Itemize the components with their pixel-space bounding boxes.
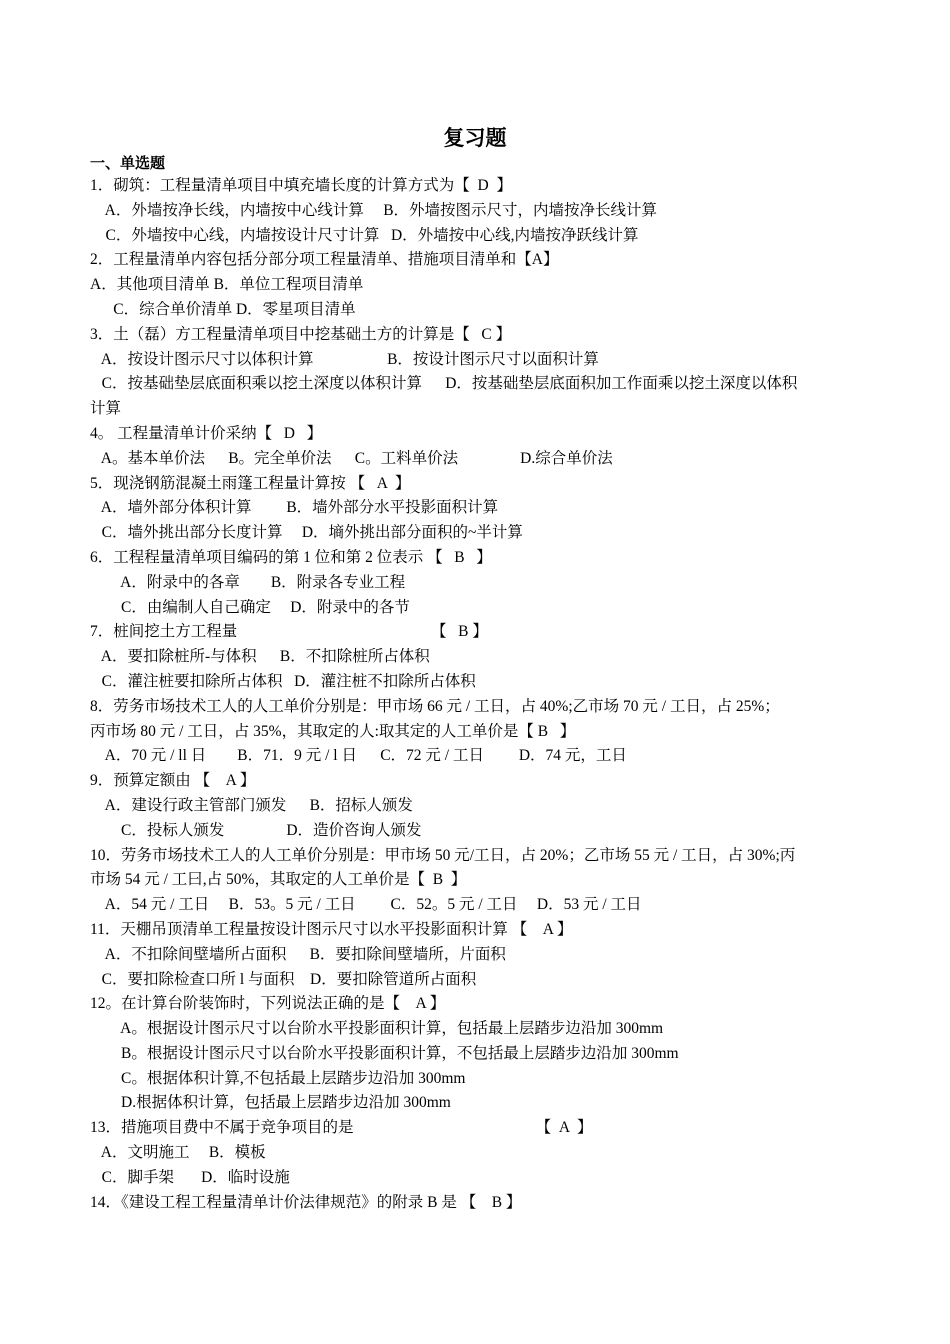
text-line: C。根据体积计算,不包括最上层踏步边沿加 300mm: [90, 1069, 466, 1087]
text-line: A．墙外部分体积计算 B．墙外部分水平投影面积计算: [90, 499, 499, 517]
text-line: A．文明施工 B．模板: [90, 1144, 266, 1162]
text-line: A。根据设计图示尺寸以台阶水平投影面积计算，包括最上层踏步边沿加 300mm: [90, 1020, 664, 1038]
text-line: C．外墙按中心线，内墙按设计尺寸计算 D．外墙按中心线,内墙按净跃线计算: [90, 226, 639, 244]
text-line: A．不扣除间壁墙所占面积 B．要扣除间壁墙所，片面积: [90, 945, 506, 963]
text-line: B。根据设计图示尺寸以台阶水平投影面积计算，不包括最上层踏步边沿加 300mm: [90, 1044, 679, 1062]
text-line: A．其他项目清单 B．单位工程项目清单: [90, 276, 364, 294]
text-line: 市场 54 元 / 工曰,占 50%，其取定的人工单价是【 B 】: [90, 871, 467, 889]
text-line: 9．预算定额由 【 A 】: [90, 772, 256, 790]
text-line: C．脚手架 D．临时设施: [90, 1168, 290, 1186]
text-line: 5．现浇钢筋混凝土雨篷工程量计算按 【 A 】: [90, 474, 411, 492]
text-line: A．54 元 / 工日 B．53。5 元 / 工日 C．52。5 元 / 工日 D．53 元 / 工日: [90, 896, 642, 914]
question-list: [90, 174, 865, 1215]
text-line: 7．桩间挖土方工程量 【 B 】: [90, 623, 488, 641]
text-line: 8．劳务市场技术工人的人工单价分别是：甲市场 66 元 / 工日，占 40%;乙市场 70 元 / 工日，占 25%；: [90, 697, 780, 715]
text-line: C．综合单价清单 D．零星项目清单: [90, 300, 356, 318]
text-line: 4。 工程量清单计价采纳【 D 】: [90, 424, 323, 442]
text-line: A．建设行政主管部门颁发 B．招标人颁发: [90, 796, 413, 814]
text-line: C．由编制人自己确定 D．附录中的各节: [90, 598, 410, 616]
text-line: A．70 元 / ll 日 B．71．9 元 / l 日 C．72 元 / 工日 D．74 元，工日: [90, 747, 627, 765]
text-line: 1．砌筑：工程量清单项目中填充墙长度的计算方式为【 D 】: [90, 177, 512, 194]
text-line: 计算: [90, 400, 122, 418]
text-line: A．按设计图示尺寸以体积计算 B．按设计图示尺寸以面积计算: [90, 350, 599, 368]
text-line: C．按基础垫层底面积乘以挖土深度以体积计算 D．按基础垫层底面积加工作面乘以挖土深度以体积: [90, 375, 798, 393]
text-line: C．投标人颁发 D．造价咨询人颁发: [90, 821, 422, 839]
text-line: C．灌注桩要扣除所占体积 D．灌注桩不扣除所占体积: [90, 672, 476, 690]
text-line: 14．《建设工程工程量清单计价法律规范》的附录 B 是 【 B 】: [90, 1193, 522, 1211]
text-line: A．要扣除桩所-与体积 B．不扣除桩所占体积: [90, 648, 430, 666]
text-line: 丙市场 80 元 / 工日，占 35%，其取定的人:取其定的人工单价是【 B 】: [90, 722, 576, 740]
text-line: C．要扣除检查口所 l 与面积 D．要扣除管道所占面积: [90, 970, 477, 988]
text-line: A．附录中的各章 B．附录各专业工程: [90, 573, 406, 591]
text-line: A．外墙按净长线，内墙按中心线计算 B．外墙按图示尺寸，内墙按净长线计算: [90, 201, 658, 219]
section-heading: 一、单选题: [90, 154, 166, 172]
text-line: C．墙外挑出部分长度计算 D．墒外挑出部分面积的~半计算: [90, 524, 523, 542]
text-line: A。基本单价法 B。完全单价法 C。工料单价法 D.综合单价法: [90, 449, 613, 467]
text-line: 3．土（磊）方工程量清单项目中挖基础土方的计算是【 C 】: [90, 325, 512, 343]
text-line: D.根据体积计算，包括最上层踏步边沿加 300mm: [90, 1094, 451, 1112]
page-title: 复习题: [443, 126, 507, 150]
text-line: 13．措施项目费中不属于竞争项目的是 【 A 】: [90, 1119, 593, 1137]
text-line: 6．工程程量清单项目编码的第 1 位和第 2 位表示 【 B 】: [90, 548, 492, 566]
text-line: 11．天棚吊顶清单工程量按设计图示尺寸以水平投影面积计算 【 A 】: [90, 920, 573, 938]
text-line: 12。在计算台阶装饰时，下列说法正确的是【 A 】: [90, 995, 446, 1013]
text-line: 10．劳务市场技术工人的人工单价分别是：甲市场 50 元/工日，占 20%；乙市场 55 元 / 工日，占 30%;丙: [90, 846, 796, 864]
text-line: 2．工程量清单内容包括分部分项工程量清单、措施项目清单和【A】: [90, 251, 559, 269]
